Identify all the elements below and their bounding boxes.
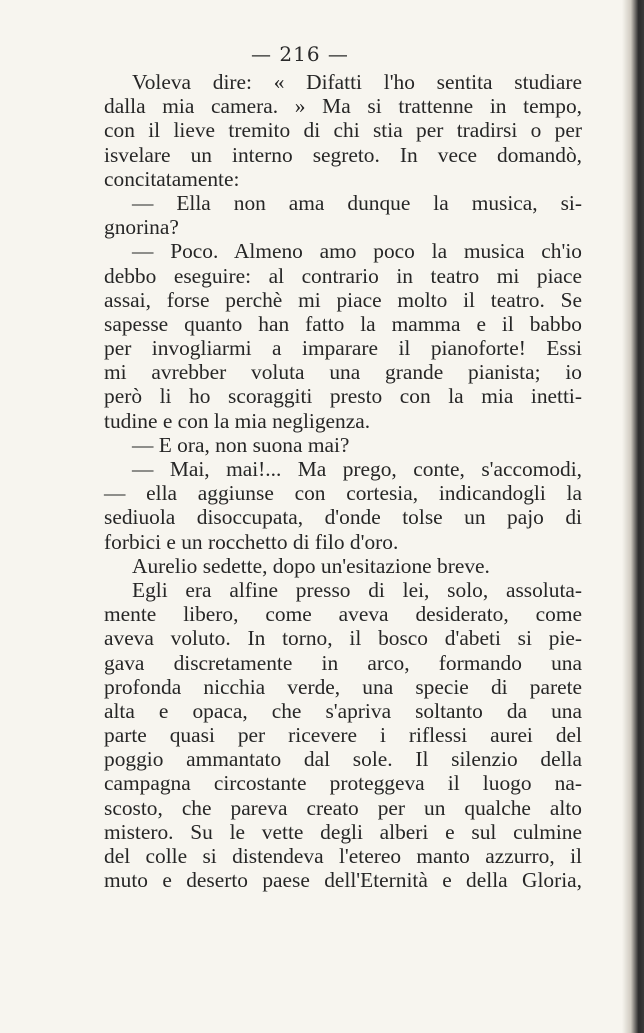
text-line: gava discretamente in arco, formando una [104,650,582,675]
text-line: aveva voluto. In torno, il bosco d'abeti si pie- [104,626,582,651]
text-line: — Poco. Almeno amo poco la musica ch'io [132,239,582,264]
text-line: Voleva dire: « Difatti l'ho sentita studiare [132,70,582,94]
text-line: dalla mia camera. » Ma si trattenne in tempo, [104,94,582,119]
text-line: del colle si distendeva l'etereo manto azzurro, il [104,844,582,868]
text-line: mi avrebber voluta una grande pianista; io [104,360,582,385]
page-number: — 216 — [251,42,349,66]
text-line: — Mai, mai!... Ma prego, conte, s'accomodi, [132,457,582,481]
text-line: Egli era alfine presso di lei, solo, assoluta- [132,577,582,602]
page-edge-shadow [622,0,644,1033]
text-line: muto e deserto paese dell'Eternità e della Gloria, [104,868,582,893]
text-line: campagna circostante proteggeva il luogo na- [104,771,582,796]
text-line: tudine e con la mia negligenza. [104,408,371,433]
body-text [104,70,582,892]
text-line: — Ella non ama dunque la musica, si- [132,190,582,215]
text-line: assai, forse perchè mi piace molto il teatro. Se [104,287,582,312]
text-line: parte quasi per ricevere i riflessi aurei del [104,723,582,748]
text-line: concitatamente: [104,166,240,191]
text-line: però li ho scoraggiti presto con la mia inetti- [104,384,582,409]
text-line: con il lieve tremito di chi stia per tradirsi o per [104,118,582,143]
text-line: — ella aggiunse con cortesia, indicandogli la [104,481,582,506]
text-line: per invogliarmi a imparare il pianoforte! Essi [104,336,582,361]
text-line: alta e opaca, che s'apriva soltanto da una [104,698,582,723]
text-line: gnorina? [104,215,179,240]
text-line: sapesse quanto han fatto la mamma e il babbo [104,311,582,336]
text-line: mistero. Su le vette degli alberi e sul culmine [104,819,582,844]
text-line: poggio ammantato dal sole. Il silenzio della [104,747,582,772]
text-line: sediuola disoccupata, d'onde tolse un pajo di [104,505,582,530]
text-line: profonda nicchia verde, una specie di parete [104,674,582,699]
text-line: debbo eseguire: al contrario in teatro mi piace [104,263,582,288]
text-line: scosto, che pareva creato per un qualche alto [104,795,582,820]
text-line: mente libero, come aveva desiderato, come [104,602,582,627]
text-line: isvelare un interno segreto. In vece domandò, [104,142,582,167]
text-line: — E ora, non suona mai? [132,432,350,457]
text-line: Aurelio sedette, dopo un'esitazione breve. [132,553,490,578]
text-line: forbici e un rocchetto di filo d'oro. [104,529,399,554]
